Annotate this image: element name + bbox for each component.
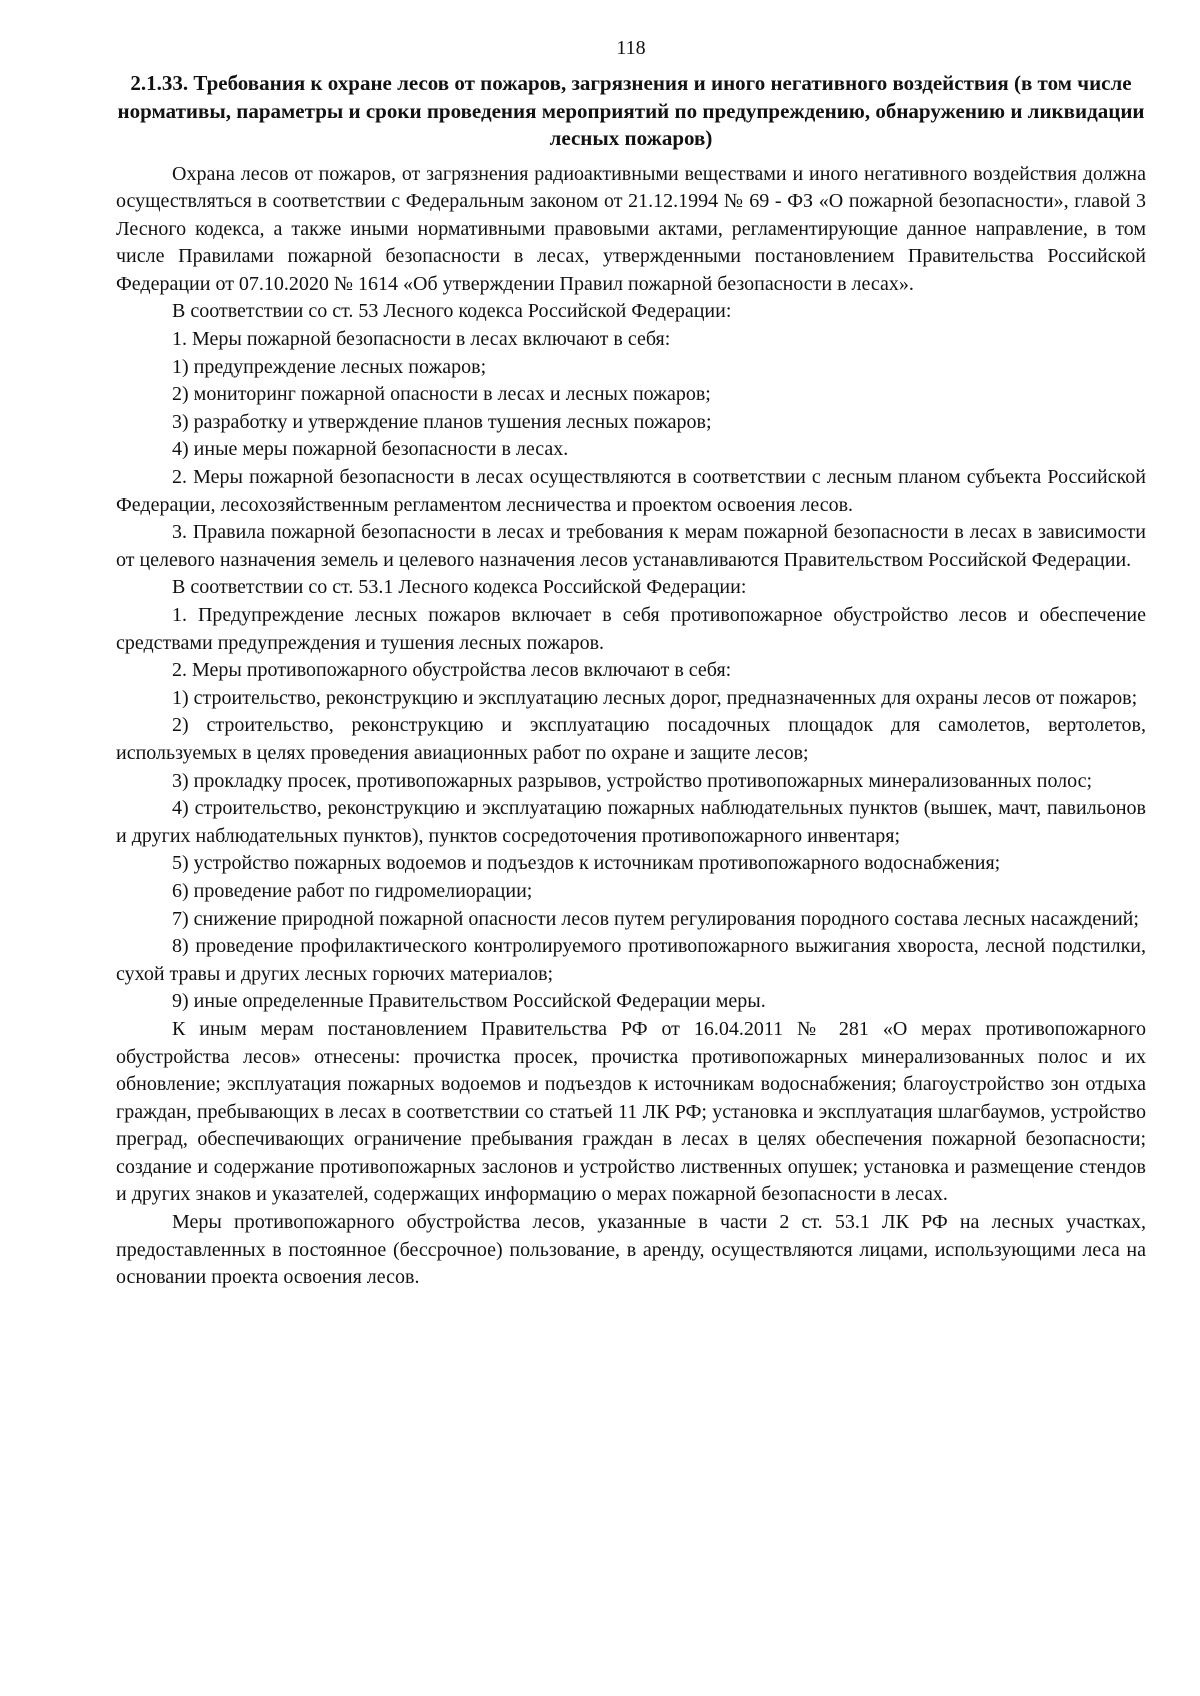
- list-item: 1) строительство, реконструкцию и эксплуатацию лесных дорог, предназначенных для охраны лесов от пожаров;: [172, 686, 1138, 709]
- document-body: [116, 161, 1146, 1292]
- section-title: 2.1.33. Требования к охране лесов от пожаров, загрязнения и иного негативного воздействия (в том числе нормативы, параметры и сроки проведения мероприятий по предупреждению, обнаружению и ликвидации лесных пожаров): [117, 71, 1145, 150]
- list-item: 3) разработку и утверждение планов тушения лесных пожаров;: [172, 410, 712, 433]
- list-item: 2) строительство, реконструкцию и эксплуатацию посадочных площадок для самолетов, вертолетов, используемых в целях проведения авиационных работ по охране и защите лесов;: [116, 714, 1146, 764]
- paragraph: 1. Меры пожарной безопасности в лесах включают в себя:: [172, 328, 671, 351]
- list-item: 4) иные меры пожарной безопасности в лесах.: [172, 438, 569, 461]
- paragraph: 1. Предупреждение лесных пожаров включает в себя противопожарное обустройство лесов и обеспечение средствами предупреждения и тушения лесных пожаров.: [116, 604, 1146, 654]
- paragraph: В соответствии со ст. 53 Лесного кодекса Российской Федерации:: [172, 300, 732, 323]
- paragraph: 2. Меры противопожарного обустройства лесов включают в себя:: [172, 659, 732, 682]
- list-item: 5) устройство пожарных водоемов и подъездов к источникам противопожарного водоснабжения;: [172, 852, 1001, 875]
- document-page: [116, 34, 1146, 1292]
- page-number: 118: [616, 37, 646, 59]
- paragraph: В соответствии со ст. 53.1 Лесного кодекса Российской Федерации:: [172, 576, 747, 599]
- paragraph: К иным мерам постановлением Правительства РФ от 16.04.2011 № 281 «О мерах противопожарного обустройства лесов» отнесены: прочистка просек, прочистка противопожарных минерализованных полос и их обновление; эксплуатация пожарных водоемов и подъездов к источникам водоснабжения; благоустройство зон отдыха граждан, пребывающих в лесах в соответствии со статьей 11 ЛК РФ; установка и эксплуатация шлагбаумов, устройство преград, обеспечивающих ограничение пребывания граждан в лесах в целях обеспечения пожарной безопасности; создание и содержание противопожарных заслонов и устройство лиственных опушек; установка и размещение стендов и других знаков и указателей, содержащих информацию о мерах пожарной безопасности в лесах.: [116, 1017, 1146, 1206]
- list-item: 9) иные определенные Правительством Российской Федерации меры.: [172, 990, 766, 1013]
- list-item: 2) мониторинг пожарной опасности в лесах и лесных пожаров;: [172, 383, 711, 406]
- paragraph: 2. Меры пожарной безопасности в лесах осуществляются в соответствии с лесным планом субъекта Российской Федерации, лесохозяйственным регламентом лесничества и проектом освоения лесов.: [116, 466, 1146, 516]
- paragraph: Охрана лесов от пожаров, от загрязнения радиоактивными веществами и иного негативного воздействия должна осуществляться в соответствии с Федеральным законом от 21.12.1994 № 69 - ФЗ «О пожарной безопасности», главой 3 Лесного кодекса, а также иными нормативными правовыми актами, регламентирующие данное направление, в том числе Правилами пожарной безопасности в лесах, утвержденными постановлением Правительства Российской Федерации от 07.10.2020 № 1614 «Об утверждении Правил пожарной безопасности в лесах».: [116, 162, 1146, 295]
- list-item: 3) прокладку просек, противопожарных разрывов, устройство противопожарных минерализованных полос;: [172, 769, 1093, 792]
- paragraph: Меры противопожарного обустройства лесов, указанные в части 2 ст. 53.1 ЛК РФ на лесных участках, предоставленных в постоянное (бессрочное) пользование, в аренду, осуществляются лицами, использующими леса на основании проекта освоения лесов.: [116, 1211, 1146, 1289]
- list-item: 7) снижение природной пожарной опасности лесов путем регулирования породного состава лесных насаждений;: [172, 907, 1139, 930]
- paragraph: 3. Правила пожарной безопасности в лесах и требования к мерам пожарной безопасности в лесах в зависимости от целевого назначения земель и целевого назначения лесов устанавливаются Правительством Российской Федерации.: [116, 521, 1146, 571]
- list-item: 4) строительство, реконструкцию и эксплуатацию пожарных наблюдательных пунктов (вышек, мачт, павильонов и других наблюдательных пунктов), пунктов сосредоточения противопожарного инвентаря;: [116, 797, 1146, 847]
- list-item: 8) проведение профилактического контролируемого противопожарного выжигания хвороста, лесной подстилки, сухой травы и других лесных горючих материалов;: [116, 935, 1146, 985]
- list-item: 6) проведение работ по гидромелиорации;: [172, 879, 533, 902]
- list-item: 1) предупреждение лесных пожаров;: [172, 355, 487, 378]
